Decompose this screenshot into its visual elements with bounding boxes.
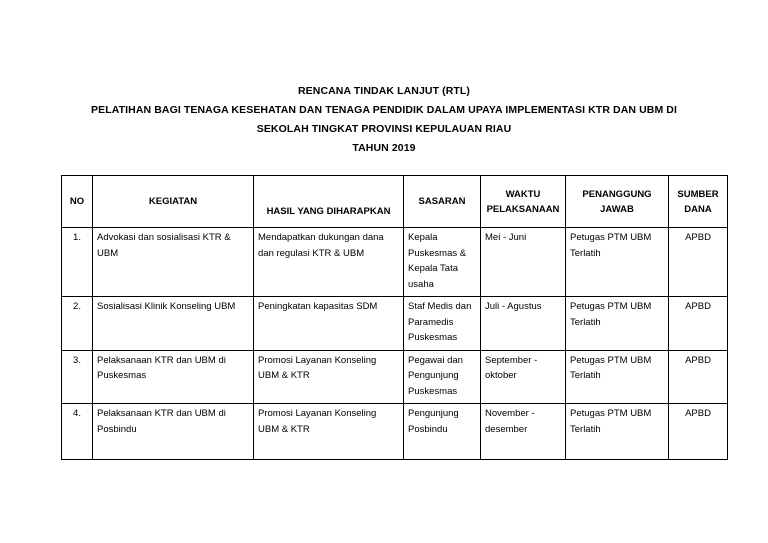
pj-line: Petugas PTM UBM	[570, 354, 652, 366]
table-row	[62, 404, 728, 460]
cell-sasaran	[404, 297, 481, 351]
table-row	[62, 228, 728, 297]
kegiatan-line: UBM	[97, 247, 119, 259]
sasaran-line: Puskesmas	[408, 385, 458, 397]
header-sumber-line-2: DANA	[684, 203, 712, 215]
header-sasaran: SASARAN	[404, 176, 481, 228]
sasaran-line: Pegawai dan	[408, 354, 463, 366]
title-line-3: SEKOLAH TINGKAT PROVINSI KEPULAUAN RIAU	[256, 123, 512, 135]
sasaran-line: Pengunjung	[408, 370, 459, 381]
hasil-line: Promosi Layanan Konseling	[258, 354, 377, 366]
cell-penanggung-jawab	[566, 228, 669, 297]
header-hasil: HASIL YANG DIHARAPKAN	[254, 176, 404, 228]
cell-hasil	[254, 297, 404, 351]
pj-line: Petugas PTM UBM	[570, 301, 652, 312]
title-line-4: TAHUN 2019	[352, 142, 416, 154]
header-waktu-line-2: PELAKSANAAN	[486, 203, 560, 215]
cell-penanggung-jawab	[566, 297, 669, 351]
pj-line: Terlatih	[570, 423, 601, 435]
sasaran-line: Posbindu	[408, 423, 448, 435]
waktu-line: November -	[485, 408, 535, 419]
header-penanggung-jawab	[566, 176, 669, 228]
sasaran-line: usaha	[408, 278, 434, 290]
cell-kegiatan	[93, 228, 254, 297]
pj-line: Terlatih	[570, 247, 601, 259]
pj-line: Terlatih	[570, 316, 601, 328]
cell-hasil	[254, 350, 404, 404]
sasaran-line: Kepala	[408, 232, 438, 243]
cell-sumber-dana: APBD	[669, 228, 728, 297]
sasaran-line: Kepala Tata	[408, 263, 459, 274]
table-row	[62, 297, 728, 351]
cell-kegiatan	[93, 404, 254, 460]
pj-line: Terlatih	[570, 370, 601, 381]
hasil-line: Promosi Layanan Konseling	[258, 408, 377, 419]
waktu-line: Mei - Juni	[485, 232, 527, 243]
header-sumber-line-1: SUMBER	[677, 188, 719, 200]
sasaran-line: Puskesmas	[408, 332, 458, 343]
cell-no: 3.	[62, 350, 93, 404]
waktu-line: September -	[485, 354, 538, 366]
kegiatan-line: Pelaksanaan KTR dan UBM di	[97, 408, 226, 419]
sasaran-line: Pengunjung	[408, 408, 459, 419]
cell-sasaran	[404, 350, 481, 404]
hasil-line: UBM & KTR	[258, 423, 310, 435]
pj-line: Petugas PTM UBM	[570, 408, 652, 419]
sasaran-line: Staf Medis dan	[408, 301, 472, 312]
hasil-line: Peningkatan kapasitas SDM	[258, 301, 378, 312]
cell-no: 4.	[62, 404, 93, 460]
cell-sumber-dana: APBD	[669, 404, 728, 460]
cell-sumber-dana: APBD	[669, 297, 728, 351]
table-header-row	[62, 176, 728, 228]
header-no: NO	[62, 176, 93, 228]
hasil-line: UBM & KTR	[258, 370, 310, 381]
cell-penanggung-jawab	[566, 404, 669, 460]
cell-waktu	[481, 297, 566, 351]
cell-waktu	[481, 228, 566, 297]
waktu-line: Juli - Agustus	[485, 301, 542, 312]
cell-hasil	[254, 404, 404, 460]
rtl-table	[61, 175, 728, 460]
header-kegiatan: KEGIATAN	[93, 176, 254, 228]
title-line-1: RENCANA TINDAK LANJUT (RTL)	[297, 85, 471, 97]
kegiatan-line: Advokasi dan sosialisasi KTR &	[97, 232, 231, 243]
hasil-line: Mendapatkan dukungan dana	[258, 232, 384, 243]
kegiatan-line: Pelaksanaan KTR dan UBM di	[97, 354, 226, 366]
document-header	[0, 82, 768, 158]
cell-waktu	[481, 350, 566, 404]
sasaran-line: Paramedis	[408, 316, 454, 328]
header-sumber-dana	[669, 176, 728, 228]
cell-sasaran	[404, 228, 481, 297]
cell-no: 1.	[62, 228, 93, 297]
cell-kegiatan	[93, 297, 254, 351]
kegiatan-line: Puskesmas	[97, 370, 147, 381]
header-waktu-line-1: WAKTU	[505, 188, 541, 200]
pj-line: Petugas PTM UBM	[570, 232, 652, 243]
kegiatan-line: Sosialisasi Klinik Konseling UBM	[97, 301, 236, 312]
hasil-line: dan regulasi KTR & UBM	[258, 247, 365, 259]
cell-sasaran	[404, 404, 481, 460]
waktu-line: desember	[485, 423, 528, 435]
cell-kegiatan	[93, 350, 254, 404]
title-line-2: PELATIHAN BAGI TENAGA KESEHATAN DAN TENAGA PENDIDIK DALAM UPAYA IMPLEMENTASI KTR DAN UBM DI	[90, 104, 678, 116]
header-penanggung-line-2: JAWAB	[600, 203, 634, 215]
cell-waktu	[481, 404, 566, 460]
sasaran-line: Puskesmas &	[408, 247, 467, 259]
waktu-line: oktober	[485, 370, 517, 381]
header-penanggung-line-1: PENANGGUNG	[582, 188, 652, 200]
cell-no: 2.	[62, 297, 93, 351]
kegiatan-line: Posbindu	[97, 423, 137, 435]
table-row	[62, 350, 728, 404]
cell-sumber-dana: APBD	[669, 350, 728, 404]
cell-hasil	[254, 228, 404, 297]
header-waktu	[481, 176, 566, 228]
cell-penanggung-jawab	[566, 350, 669, 404]
